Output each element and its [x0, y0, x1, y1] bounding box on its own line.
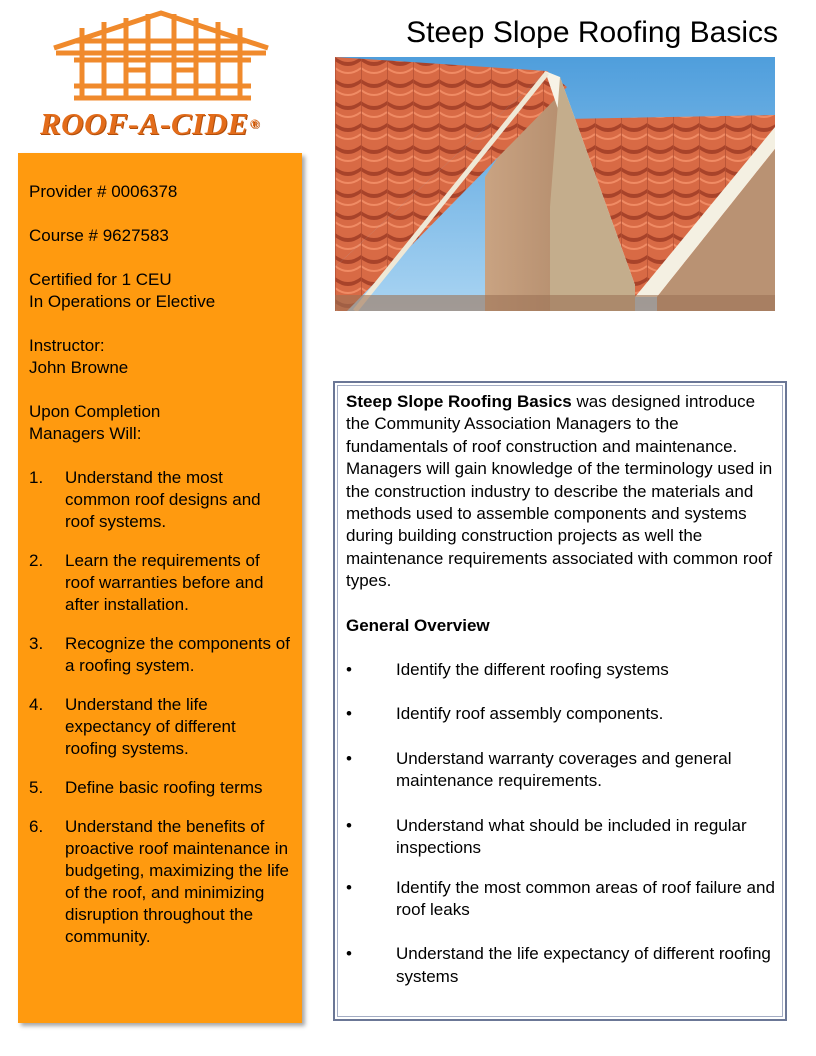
- list-item: • Understand what should be included in regular inspections: [346, 815, 747, 858]
- list-item: 3. Recognize the components of a roofing system.: [29, 634, 290, 675]
- instructor-info: Instructor: John Browne: [29, 336, 129, 377]
- certification-info: Certified for 1 CEU In Operations or Elective: [29, 270, 216, 311]
- house-frame-icon: [46, 8, 276, 104]
- list-item: 1. Understand the most common roof designs and roof systems.: [29, 468, 261, 531]
- list-item: 2. Learn the requirements of roof warranties before and after installation.: [29, 551, 264, 614]
- list-item: • Understand the life expectancy of different roofing systems: [346, 944, 771, 986]
- list-item: • Identify the different roofing systems: [346, 660, 669, 680]
- brand-name: ROOF-A-CIDE®: [40, 106, 260, 141]
- roof-photo: [335, 57, 775, 311]
- overview-list: [346, 659, 775, 988]
- brand-logo: [36, 8, 286, 140]
- list-item: 4. Understand the life expectancy of different roofing systems.: [29, 695, 236, 758]
- objectives-list: [29, 467, 292, 948]
- list-item: 5. Define basic roofing terms: [29, 778, 263, 797]
- course-description: Steep Slope Roofing Basics was designed introduce the Community Association Managers to the fundamentals of roof construction and maintenance. Managers will gain knowledge of the terminology used in the construction industry to describe the materials and methods used to assemble components and systems during building construction projects as well the maintenance requirements associated with common roof types.: [346, 392, 773, 591]
- provider-number: Provider # 0006378: [29, 182, 178, 201]
- overview-heading: General Overview: [346, 615, 490, 635]
- completion-heading: Upon Completion Managers Will:: [29, 402, 161, 443]
- course-number: Course # 9627583: [29, 226, 169, 245]
- list-item: • Identify roof assembly components.: [346, 704, 664, 724]
- course-info-panel: [18, 153, 302, 1023]
- page-title: Steep Slope Roofing Basics: [406, 16, 778, 49]
- list-item: • Identify the most common areas of roof failure and roof leaks: [346, 877, 775, 919]
- course-description-box: [333, 381, 787, 1021]
- list-item: 6. Understand the benefits of proactive roof maintenance in budgeting, maximizing the life of the roof, and minimizing disruption throughout the community.: [29, 817, 289, 946]
- list-item: • Understand warranty coverages and general maintenance requirements.: [346, 748, 732, 791]
